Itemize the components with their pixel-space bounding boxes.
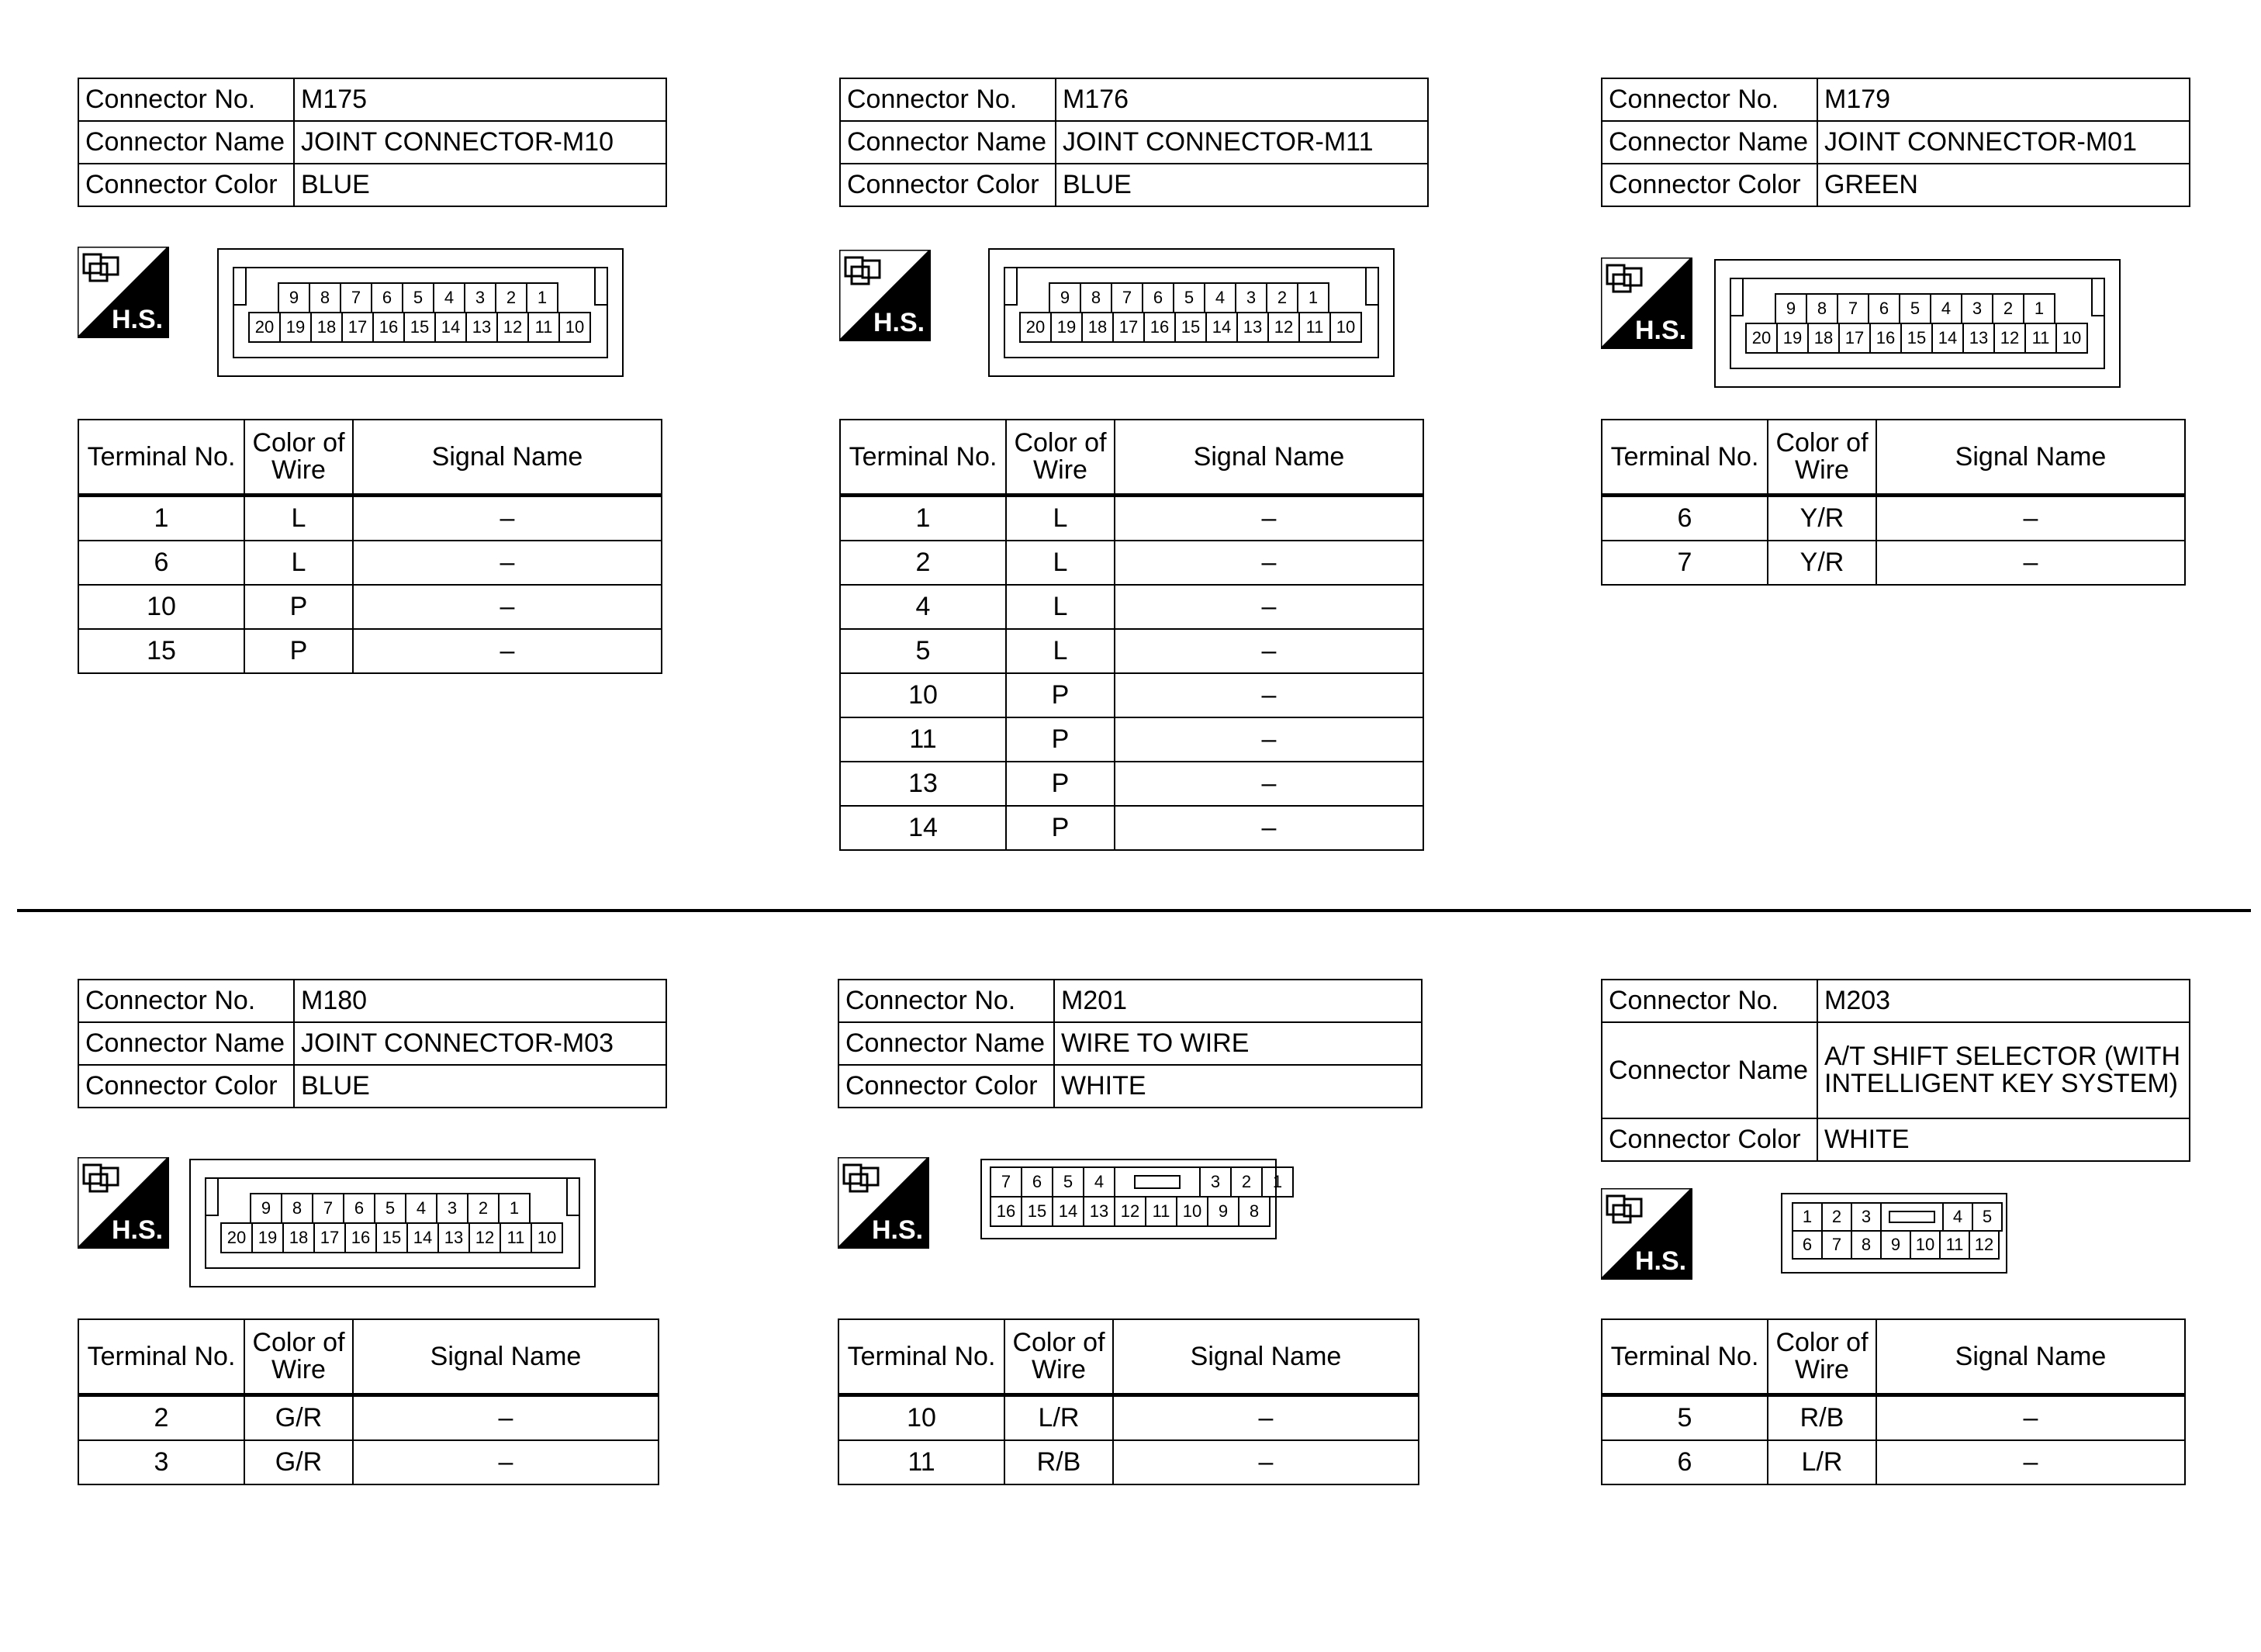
pin: 3 [1851, 1202, 1882, 1232]
hs-label: H.S. [112, 305, 164, 334]
connector-panel-m180 [78, 979, 667, 1477]
connector-color-label: Connector Color [838, 1065, 1054, 1108]
pin: 10 [1910, 1230, 1941, 1260]
signal-name: – [1113, 1395, 1419, 1441]
terminal-no-header: Terminal No. [78, 1319, 244, 1395]
pin: 18 [1081, 312, 1114, 343]
pin: 20 [1745, 323, 1778, 354]
connector-name-value: JOINT CONNECTOR-M10 [294, 121, 666, 164]
connector-name-value: JOINT CONNECTOR-M03 [294, 1022, 666, 1065]
hs-label: H.S. [1635, 1246, 1687, 1276]
connector-color-value: BLUE [1056, 164, 1428, 206]
pin-row-top [250, 1193, 531, 1224]
connector-face-m176 [988, 248, 1395, 377]
pin: 1 [1792, 1202, 1823, 1232]
connector-no-value: M180 [294, 980, 666, 1022]
pin: 14 [406, 1222, 439, 1253]
wire-color: G/R [244, 1440, 353, 1484]
pin: 8 [1851, 1230, 1882, 1260]
wire-color: L [1006, 541, 1115, 585]
wire-color: P [244, 585, 353, 629]
pin: 6 [371, 282, 403, 313]
table-row [838, 1395, 1419, 1441]
signal-name: – [1876, 496, 2185, 541]
terminal-no: 6 [78, 541, 244, 585]
pin: 8 [1806, 293, 1838, 324]
signal-name-header: Signal Name [1876, 1319, 2185, 1395]
connector-color-label: Connector Color [1602, 164, 1817, 206]
pin: 5 [1899, 293, 1931, 324]
pin: 1 [498, 1193, 531, 1224]
pin: 13 [1236, 312, 1269, 343]
pin: 3 [1199, 1166, 1232, 1198]
wire-color: P [1006, 762, 1115, 806]
pin: 6 [1142, 282, 1174, 313]
pin: 1 [1297, 282, 1329, 313]
table-row [78, 629, 662, 673]
signal-name: – [353, 541, 662, 585]
table-row [1602, 1395, 2185, 1441]
pin: 19 [279, 312, 312, 343]
pin: 12 [1267, 312, 1300, 343]
connector-face-m179 [1714, 259, 2121, 388]
pin: 9 [1207, 1196, 1239, 1227]
wire-color: P [1006, 717, 1115, 762]
terminal-table [1601, 419, 2186, 586]
connector-color-value: WHITE [1817, 1118, 2190, 1161]
connector-panel-m179 [1601, 78, 2190, 577]
table-row [78, 1440, 659, 1484]
table-row [840, 585, 1423, 629]
terminal-no-header: Terminal No. [1602, 420, 1768, 496]
pin: 19 [1776, 323, 1809, 354]
pin: 15 [1174, 312, 1207, 343]
pin: 5 [374, 1193, 406, 1224]
terminal-no: 13 [840, 762, 1006, 806]
signal-name-header: Signal Name [353, 420, 662, 496]
pin: 2 [1992, 293, 2024, 324]
pin: 15 [1900, 323, 1933, 354]
table-row [840, 629, 1423, 673]
table-row [78, 496, 662, 541]
connector-no-label: Connector No. [840, 78, 1056, 121]
pin: 8 [1238, 1196, 1271, 1227]
pin: 12 [468, 1222, 501, 1253]
pin: 20 [220, 1222, 253, 1253]
pin: 16 [344, 1222, 377, 1253]
pin: 4 [1204, 282, 1236, 313]
signal-name: – [1115, 541, 1423, 585]
pin: 7 [1837, 293, 1869, 324]
pin-row-top [1775, 293, 2055, 324]
connector-color-label: Connector Color [1602, 1118, 1817, 1161]
wire-color: L/R [1768, 1440, 1876, 1484]
wire-color: L [244, 496, 353, 541]
pin: 1 [526, 282, 558, 313]
hs-label: H.S. [1635, 316, 1687, 345]
signal-name: – [1115, 673, 1423, 717]
connector-info-table [1601, 78, 2190, 207]
signal-name: – [1876, 541, 2185, 585]
connector-name-label: Connector Name [78, 1022, 294, 1065]
pin: 19 [1050, 312, 1083, 343]
connector-no-label: Connector No. [1602, 78, 1817, 121]
terminal-no: 10 [838, 1395, 1004, 1441]
connector-face-m175 [217, 248, 624, 377]
connector-info-table [78, 979, 667, 1108]
pin: 11 [1298, 312, 1331, 343]
connector-no-value: M203 [1817, 980, 2190, 1022]
pin: 13 [465, 312, 498, 343]
signal-name: – [1115, 717, 1423, 762]
connector-info-table [1601, 979, 2190, 1162]
terminal-no: 7 [1602, 541, 1768, 585]
pin: 17 [1112, 312, 1145, 343]
signal-name: – [1876, 1440, 2185, 1484]
table-row [840, 541, 1423, 585]
terminal-no: 4 [840, 585, 1006, 629]
wire-color: L [1006, 585, 1115, 629]
connector-color-value: BLUE [294, 1065, 666, 1108]
pin: 2 [467, 1193, 500, 1224]
terminal-no: 2 [78, 1395, 244, 1441]
pin: 10 [2055, 323, 2088, 354]
signal-name: – [1113, 1440, 1419, 1484]
signal-name: – [1115, 629, 1423, 673]
pin: 16 [990, 1196, 1022, 1227]
table-row [78, 1395, 659, 1441]
connector-face-m201 [980, 1159, 1283, 1239]
connector-color-value: GREEN [1817, 164, 2190, 206]
pin: 12 [496, 312, 529, 343]
pin: 3 [436, 1193, 468, 1224]
signal-name: – [1115, 585, 1423, 629]
pin: 8 [281, 1193, 313, 1224]
pin: 6 [1792, 1230, 1823, 1260]
pin: 14 [1205, 312, 1238, 343]
connector-color-value: BLUE [294, 164, 666, 206]
wire-color: L [1006, 496, 1115, 541]
pin: 7 [312, 1193, 344, 1224]
connector-face-m203 [1781, 1193, 2007, 1274]
signal-name: – [1115, 762, 1423, 806]
pin: 20 [248, 312, 281, 343]
pin: 4 [1930, 293, 1962, 324]
pin-row-bottom [248, 312, 591, 343]
pin: 7 [990, 1166, 1022, 1198]
hs-label: H.S. [872, 1215, 924, 1245]
connector-panel-m176 [839, 78, 1429, 842]
pin: 3 [1961, 293, 1993, 324]
color-of-wire-header: Color of Wire [1768, 420, 1876, 496]
pin: 17 [1838, 323, 1871, 354]
terminal-no-header: Terminal No. [838, 1319, 1004, 1395]
pin-row-bottom [990, 1196, 1271, 1227]
wire-color: G/R [244, 1395, 353, 1441]
pin: 10 [531, 1222, 563, 1253]
pin: 14 [1052, 1196, 1084, 1227]
key-slot [1114, 1166, 1201, 1198]
wire-color: L [1006, 629, 1115, 673]
pin-row-top [1792, 1202, 2003, 1232]
connector-color-label: Connector Color [840, 164, 1056, 206]
pin: 9 [1775, 293, 1807, 324]
pin: 18 [1807, 323, 1840, 354]
connector-no-value: M175 [294, 78, 666, 121]
terminal-no-header: Terminal No. [1602, 1319, 1768, 1395]
color-of-wire-header: Color of Wire [244, 420, 353, 496]
signal-name: – [1115, 496, 1423, 541]
terminal-no: 11 [840, 717, 1006, 762]
signal-name: – [1876, 1395, 2185, 1441]
pin: 8 [1080, 282, 1112, 313]
signal-name-header: Signal Name [1113, 1319, 1419, 1395]
pin: 10 [558, 312, 591, 343]
connector-no-value: M176 [1056, 78, 1428, 121]
pin: 1 [1261, 1166, 1294, 1198]
pin: 17 [313, 1222, 346, 1253]
connector-no-label: Connector No. [78, 980, 294, 1022]
pin: 5 [1052, 1166, 1084, 1198]
terminal-no: 6 [1602, 1440, 1768, 1484]
terminal-table [78, 1318, 659, 1485]
pin: 11 [1939, 1230, 1970, 1260]
signal-name-header: Signal Name [353, 1319, 659, 1395]
pin: 6 [343, 1193, 375, 1224]
signal-name: – [1115, 806, 1423, 850]
pin: 4 [405, 1193, 437, 1224]
hs-label: H.S. [112, 1215, 164, 1245]
wire-color: L/R [1004, 1395, 1113, 1441]
table-row [78, 585, 662, 629]
pin: 11 [1145, 1196, 1177, 1227]
pin: 2 [1230, 1166, 1263, 1198]
pin: 18 [310, 312, 343, 343]
connector-name-label: Connector Name [840, 121, 1056, 164]
connector-face-m180 [189, 1159, 596, 1287]
hs-icon [839, 250, 931, 341]
connector-color-label: Connector Color [78, 164, 294, 206]
terminal-no-header: Terminal No. [78, 420, 244, 496]
pin: 20 [1019, 312, 1052, 343]
connector-info-table [838, 979, 1423, 1108]
color-of-wire-header: Color of Wire [1004, 1319, 1113, 1395]
terminal-no: 14 [840, 806, 1006, 850]
pin: 2 [1821, 1202, 1852, 1232]
pin: 4 [1942, 1202, 1973, 1232]
connector-no-value: M179 [1817, 78, 2190, 121]
table-row [840, 673, 1423, 717]
signal-name-header: Signal Name [1115, 420, 1423, 496]
terminal-table [1601, 1318, 2186, 1485]
wire-color: P [244, 629, 353, 673]
pin: 12 [1993, 323, 2026, 354]
signal-name-header: Signal Name [1876, 420, 2185, 496]
table-row [78, 541, 662, 585]
color-of-wire-header: Color of Wire [1006, 420, 1115, 496]
pin: 13 [1083, 1196, 1115, 1227]
pin-row-top [1049, 282, 1329, 313]
connector-name-label: Connector Name [1602, 1022, 1817, 1118]
connector-name-label: Connector Name [78, 121, 294, 164]
connector-name-label: Connector Name [838, 1022, 1054, 1065]
connector-no-value: M201 [1054, 980, 1422, 1022]
hs-icon [838, 1157, 929, 1249]
signal-name: – [353, 496, 662, 541]
pin: 12 [1969, 1230, 2000, 1260]
terminal-no: 2 [840, 541, 1006, 585]
wire-color: P [1006, 806, 1115, 850]
wire-color: Y/R [1768, 496, 1876, 541]
pin: 19 [251, 1222, 284, 1253]
connector-panel-m175 [78, 78, 667, 665]
hs-icon [78, 1157, 169, 1249]
pin: 17 [341, 312, 374, 343]
terminal-table [78, 419, 662, 674]
connector-no-label: Connector No. [78, 78, 294, 121]
terminal-no: 3 [78, 1440, 244, 1484]
connector-no-label: Connector No. [1602, 980, 1817, 1022]
pin: 11 [527, 312, 560, 343]
terminal-no: 11 [838, 1440, 1004, 1484]
table-row [1602, 1440, 2185, 1484]
pin: 14 [434, 312, 467, 343]
section-divider [17, 909, 2251, 912]
pin: 7 [1111, 282, 1143, 313]
pin: 10 [1176, 1196, 1208, 1227]
signal-name: – [353, 629, 662, 673]
pin: 4 [1083, 1166, 1115, 1198]
wire-color: R/B [1004, 1440, 1113, 1484]
key-slot [1880, 1202, 1944, 1232]
wire-color: R/B [1768, 1395, 1876, 1441]
pin: 18 [282, 1222, 315, 1253]
pin-row-top [990, 1166, 1294, 1198]
connector-info-table [78, 78, 667, 207]
table-row [840, 762, 1423, 806]
table-row [1602, 541, 2185, 585]
terminal-no: 6 [1602, 496, 1768, 541]
pin: 5 [1173, 282, 1205, 313]
pin: 2 [495, 282, 527, 313]
pin: 7 [1821, 1230, 1852, 1260]
pin-row-bottom [1019, 312, 1362, 343]
pin-row-bottom [1792, 1230, 2000, 1260]
pin: 5 [1972, 1202, 2003, 1232]
pin: 1 [2023, 293, 2055, 324]
table-row [840, 806, 1423, 850]
pin: 9 [1049, 282, 1081, 313]
pin: 3 [464, 282, 496, 313]
connector-no-label: Connector No. [838, 980, 1054, 1022]
connector-name-value: JOINT CONNECTOR-M01 [1817, 121, 2190, 164]
pin: 3 [1235, 282, 1267, 313]
pin: 8 [309, 282, 341, 313]
pin: 2 [1266, 282, 1298, 313]
table-row [838, 1440, 1419, 1484]
signal-name: – [353, 585, 662, 629]
pin: 10 [1329, 312, 1362, 343]
pin: 7 [340, 282, 372, 313]
pin: 13 [1962, 323, 1995, 354]
pin: 9 [278, 282, 310, 313]
pin-row-bottom [220, 1222, 563, 1253]
pin: 9 [1880, 1230, 1911, 1260]
connector-panel-m201 [838, 979, 1427, 1477]
wire-color: Y/R [1768, 541, 1876, 585]
signal-name: – [353, 1395, 659, 1441]
hs-icon [1601, 1188, 1692, 1280]
terminal-no: 1 [78, 496, 244, 541]
table-row [1602, 496, 2185, 541]
pin: 4 [433, 282, 465, 313]
connector-name-label: Connector Name [1602, 121, 1817, 164]
pin: 16 [1869, 323, 1902, 354]
pin: 12 [1114, 1196, 1146, 1227]
pin: 11 [2024, 323, 2057, 354]
pin: 16 [372, 312, 405, 343]
connector-name-value: JOINT CONNECTOR-M11 [1056, 121, 1428, 164]
terminal-table [839, 419, 1424, 851]
terminal-no: 5 [840, 629, 1006, 673]
pin: 15 [375, 1222, 408, 1253]
pin-row-bottom [1745, 323, 2088, 354]
terminal-no-header: Terminal No. [840, 420, 1006, 496]
color-of-wire-header: Color of Wire [1768, 1319, 1876, 1395]
wire-color: P [1006, 673, 1115, 717]
pin: 14 [1931, 323, 1964, 354]
pin: 9 [250, 1193, 282, 1224]
signal-name: – [353, 1440, 659, 1484]
pin: 16 [1143, 312, 1176, 343]
terminal-table [838, 1318, 1419, 1485]
connector-panel-m203 [1601, 979, 2190, 1477]
terminal-no: 10 [840, 673, 1006, 717]
wire-color: L [244, 541, 353, 585]
terminal-no: 5 [1602, 1395, 1768, 1441]
color-of-wire-header: Color of Wire [244, 1319, 353, 1395]
connector-name-value: A/T SHIFT SELECTOR (WITH INTELLIGENT KEY SYSTEM) [1817, 1022, 2190, 1118]
pin: 11 [500, 1222, 532, 1253]
hs-icon [1601, 257, 1692, 349]
hs-label: H.S. [873, 308, 925, 337]
terminal-no: 15 [78, 629, 244, 673]
pin: 13 [437, 1222, 470, 1253]
connector-name-value: WIRE TO WIRE [1054, 1022, 1422, 1065]
connector-color-label: Connector Color [78, 1065, 294, 1108]
terminal-no: 10 [78, 585, 244, 629]
pin: 15 [403, 312, 436, 343]
pin: 6 [1021, 1166, 1053, 1198]
hs-icon [78, 247, 169, 338]
pin-row-top [278, 282, 558, 313]
table-row [840, 717, 1423, 762]
connector-color-value: WHITE [1054, 1065, 1422, 1108]
pin: 6 [1868, 293, 1900, 324]
pin: 5 [402, 282, 434, 313]
terminal-no: 1 [840, 496, 1006, 541]
connector-info-table [839, 78, 1429, 207]
pin: 15 [1021, 1196, 1053, 1227]
table-row [840, 496, 1423, 541]
